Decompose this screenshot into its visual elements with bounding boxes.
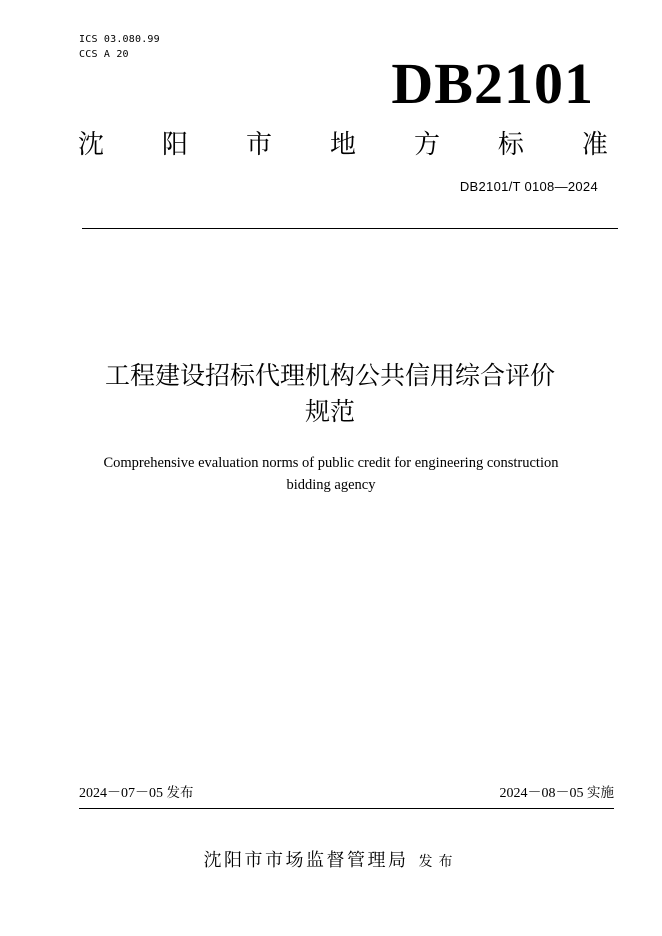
- standard-number: DB2101/T 0108—2024: [459, 179, 598, 194]
- standard-type-char: 沈: [78, 130, 105, 160]
- english-title: [60, 452, 602, 496]
- chinese-title-line: 工程建设招标代理机构公共信用综合评价: [104, 361, 555, 390]
- standard-type-char: 市: [245, 130, 272, 160]
- chinese-title: [40, 358, 620, 430]
- chinese-title-line: 规范: [304, 397, 355, 426]
- english-title-line: Comprehensive evaluation norms of public credit for engineering construction: [103, 455, 559, 471]
- standard-type-char: 阳: [161, 130, 188, 160]
- issuing-authority: [0, 847, 662, 876]
- publish-date: 2024－07－05: [79, 786, 163, 801]
- issuer-action: 发布: [418, 854, 459, 870]
- publish-date-block: [79, 783, 194, 804]
- header-divider: [82, 228, 618, 229]
- implement-date-block: [500, 783, 615, 804]
- footer-divider: [79, 808, 614, 809]
- standard-type-char: 标: [497, 130, 524, 160]
- implement-date: 2024－08－05: [499, 786, 584, 801]
- classification-codes: [79, 32, 160, 62]
- implement-label: 实施: [587, 785, 614, 801]
- standard-type-char: 地: [329, 130, 356, 160]
- standard-type-char: 准: [581, 130, 608, 160]
- publish-label: 发布: [166, 785, 194, 801]
- issuer-org: 沈阳市市场监督管理局: [203, 850, 409, 871]
- ccs-code: CCS A 20: [79, 49, 129, 60]
- standard-code-logo: DB2101: [391, 51, 594, 116]
- date-row: [79, 783, 614, 803]
- standard-type-heading: [78, 128, 608, 162]
- ics-code: ICS 03.080.99: [79, 34, 160, 45]
- standard-type-char: 方: [413, 130, 440, 160]
- english-title-line: bidding agency: [286, 477, 376, 493]
